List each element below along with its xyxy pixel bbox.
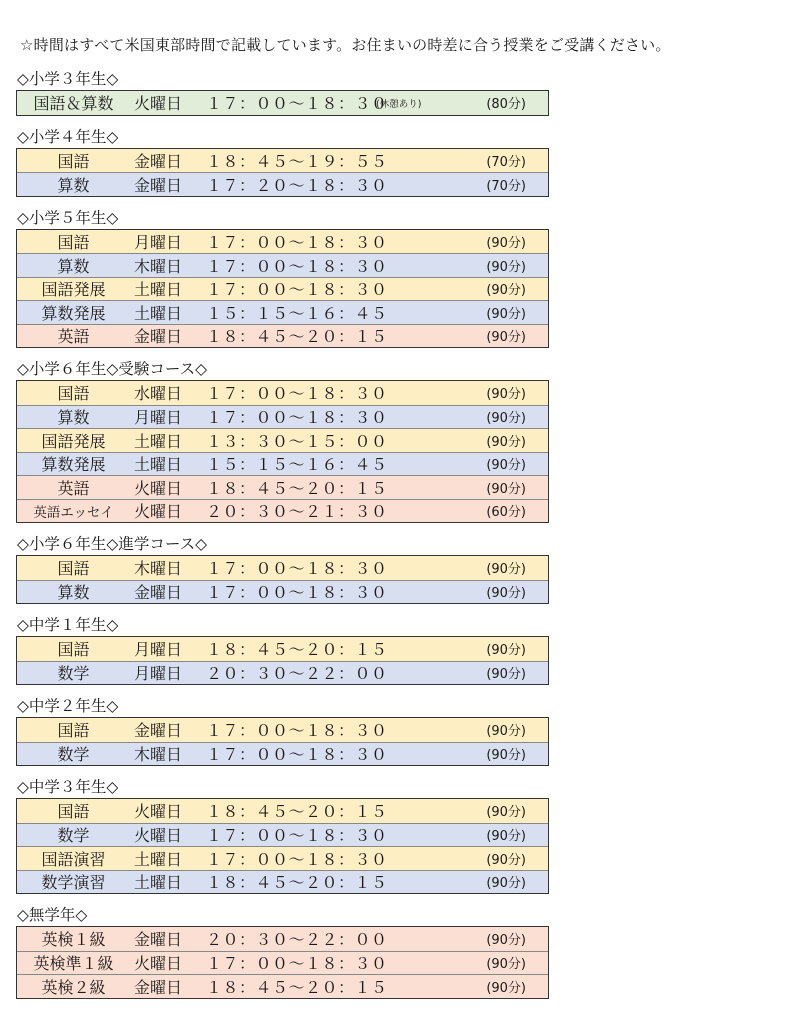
subject-cell: 国語 — [57, 232, 90, 252]
schedule-row — [17, 253, 548, 277]
schedule-row — [17, 799, 548, 823]
schedule-row — [17, 499, 548, 523]
time-cell: １７：００〜１８：３０ — [206, 256, 388, 276]
duration-cell: (90分) — [486, 259, 526, 275]
schedule-row — [17, 870, 548, 894]
time-cell: １８：４５〜２０：１５ — [206, 478, 388, 498]
section-title: ◇小学６年生◇進学コース◇ — [17, 535, 207, 553]
time-cell: １７：００〜１８：３０ — [206, 280, 388, 300]
time-cell: １８：４５〜２０：１５ — [206, 802, 388, 822]
schedule-row — [17, 951, 548, 975]
time-cell: １７：００〜１８：３０ — [206, 559, 388, 579]
day-cell: 土曜日 — [134, 849, 183, 869]
schedule-table — [16, 798, 549, 894]
day-cell: 土曜日 — [134, 280, 183, 300]
duration-cell: (90分) — [486, 852, 526, 868]
subject-cell: 国語 — [57, 640, 90, 660]
day-cell: 土曜日 — [134, 303, 183, 323]
schedule-section — [16, 68, 556, 116]
subject-cell: 算数 — [57, 256, 90, 276]
time-cell: １８：４５〜２０：１５ — [206, 640, 388, 660]
day-cell: 金曜日 — [134, 721, 183, 741]
duration-cell: (70分) — [486, 154, 526, 170]
time-cell: １５：１５〜１６：４５ — [206, 303, 388, 323]
schedule-section — [16, 207, 556, 349]
time-cell: １７：００〜１８：３０ — [206, 849, 388, 869]
duration-cell: (90分) — [486, 458, 526, 474]
schedule-section — [16, 533, 556, 604]
subject-cell: 国語 — [57, 151, 90, 171]
schedule-row — [17, 428, 548, 452]
day-cell: 木曜日 — [134, 745, 183, 765]
schedule-table — [16, 229, 549, 349]
section-title: ◇小学４年生◇ — [17, 127, 119, 146]
time-cell: １７：００〜１８：３０ — [206, 721, 388, 741]
schedule-row — [17, 556, 548, 580]
schedule-row — [17, 277, 548, 301]
schedule-row — [17, 172, 548, 196]
duration-cell: (90分) — [486, 876, 526, 892]
time-cell: １７：００〜１８：３０ — [206, 583, 388, 603]
section-title: ◇中学２年生◇ — [17, 697, 119, 715]
duration-cell: (90分) — [486, 805, 526, 821]
schedule-row — [17, 475, 548, 499]
time-cell: １７：００〜１８：３０ — [206, 384, 388, 404]
schedule-row — [17, 580, 548, 604]
day-cell: 金曜日 — [134, 583, 183, 603]
schedule-section — [16, 695, 556, 766]
time-cell: １７：００〜１８：３０ — [206, 232, 388, 252]
duration-cell: (90分) — [486, 957, 526, 973]
duration-cell: (90分) — [486, 980, 526, 996]
subject-cell: 国語 — [57, 802, 90, 822]
duration-cell: (90分) — [486, 933, 526, 949]
subject-cell: 数学 — [57, 664, 90, 684]
time-cell: １７：００〜１８：３０ — [206, 745, 388, 765]
duration-cell: (90分) — [486, 667, 526, 683]
day-cell: 木曜日 — [134, 559, 183, 579]
schedule-row — [17, 300, 548, 324]
subject-cell: 国語 — [57, 721, 90, 741]
time-cell: １７：００〜１８：３０ — [206, 954, 388, 974]
schedule-table — [16, 555, 549, 604]
subject-cell: 英語 — [57, 327, 90, 347]
day-cell: 月曜日 — [134, 664, 183, 684]
schedule-row — [17, 742, 548, 766]
time-cell: ２０：３０〜２２：００ — [206, 664, 388, 684]
schedule-table — [16, 636, 549, 685]
subject-cell: 国語 — [57, 559, 90, 579]
duration-cell: (90分) — [486, 724, 526, 740]
duration-cell: (90分) — [486, 235, 526, 251]
day-cell: 金曜日 — [134, 327, 183, 347]
duration-cell: (60分) — [486, 505, 526, 521]
day-cell: 金曜日 — [134, 930, 183, 950]
subject-cell: 英語 — [57, 478, 90, 498]
note-cell: (休憩あり) — [376, 98, 422, 110]
schedule-row — [17, 381, 548, 405]
schedule-row — [17, 324, 548, 348]
day-cell: 火曜日 — [134, 94, 183, 114]
schedule-row — [17, 637, 548, 661]
subject-cell: 国語＆算数 — [33, 94, 114, 114]
subject-cell: 国語発展 — [41, 280, 106, 300]
subject-cell: 数学 — [57, 745, 90, 765]
day-cell: 金曜日 — [134, 175, 183, 195]
duration-cell: (90分) — [486, 434, 526, 450]
schedule-row — [17, 718, 548, 742]
time-cell: １７：２０〜１８：３０ — [206, 175, 388, 195]
schedule-row — [17, 846, 548, 870]
subject-cell: 数学 — [57, 826, 90, 846]
time-cell: １８：４５〜２０：１５ — [206, 873, 388, 893]
schedule-sections — [16, 68, 556, 1009]
section-title: ◇小学６年生◇受験コース◇ — [17, 360, 207, 378]
timezone-notice: ☆時間はすべて米国東部時間で記載しています。お住まいの時差に合う授業をご受講ください。 — [20, 36, 671, 54]
subject-cell: 算数 — [57, 175, 90, 195]
day-cell: 月曜日 — [134, 408, 183, 428]
subject-cell: 国語発展 — [41, 431, 106, 451]
subject-cell: 国語 — [57, 384, 90, 404]
day-cell: 水曜日 — [134, 384, 183, 404]
time-cell: １３：３０〜１５：００ — [206, 431, 388, 451]
duration-cell: (90分) — [486, 748, 526, 764]
schedule-row — [17, 405, 548, 429]
time-cell: １８：４５〜２０：１５ — [206, 327, 388, 347]
duration-cell: (90分) — [486, 643, 526, 659]
time-cell: １８：４５〜２０：１５ — [206, 977, 388, 997]
schedule-row — [17, 452, 548, 476]
duration-cell: (90分) — [486, 306, 526, 322]
day-cell: 木曜日 — [134, 256, 183, 276]
day-cell: 土曜日 — [134, 455, 183, 475]
schedule-row — [17, 974, 548, 998]
schedule-table — [16, 90, 549, 116]
subject-cell: 算数 — [57, 583, 90, 603]
day-cell: 土曜日 — [134, 873, 183, 893]
schedule-row — [17, 927, 548, 951]
schedule-section — [16, 614, 556, 685]
duration-cell: (70分) — [486, 178, 526, 194]
duration-cell: (90分) — [486, 562, 526, 578]
day-cell: 火曜日 — [134, 502, 183, 522]
duration-cell: (90分) — [486, 283, 526, 299]
duration-cell: (90分) — [486, 330, 526, 346]
day-cell: 月曜日 — [134, 640, 183, 660]
duration-cell: (90分) — [486, 411, 526, 427]
schedule-row — [17, 661, 548, 685]
duration-cell: (90分) — [486, 387, 526, 403]
section-title: ◇無学年◇ — [17, 906, 88, 924]
schedule-table — [16, 717, 549, 766]
subject-cell: 英検２級 — [41, 977, 106, 997]
day-cell: 金曜日 — [134, 977, 183, 997]
day-cell: 火曜日 — [134, 802, 183, 822]
schedule-row — [17, 149, 548, 173]
section-title: ◇中学１年生◇ — [17, 616, 119, 634]
subject-cell: 数学演習 — [41, 873, 106, 893]
schedule-table — [16, 926, 549, 999]
day-cell: 月曜日 — [134, 232, 183, 252]
subject-cell: 英検１級 — [41, 930, 106, 950]
section-title: ◇中学３年生◇ — [17, 778, 119, 796]
day-cell: 土曜日 — [134, 431, 183, 451]
time-cell: １７：００〜１８：３０ — [206, 826, 388, 846]
time-cell: １８：４５〜１９：５５ — [206, 151, 388, 171]
schedule-row — [17, 823, 548, 847]
subject-cell: 国語演習 — [41, 849, 106, 869]
duration-cell: (90分) — [486, 481, 526, 497]
duration-cell: (80分) — [486, 97, 526, 113]
subject-cell: 算数発展 — [41, 455, 106, 475]
schedule-row — [17, 91, 548, 115]
schedule-section — [16, 904, 556, 999]
section-title: ◇小学５年生◇ — [17, 208, 119, 227]
schedule-row — [17, 230, 548, 254]
schedule-table — [16, 148, 549, 197]
duration-cell: (90分) — [486, 586, 526, 602]
subject-cell: 算数発展 — [41, 303, 106, 323]
time-cell: １７：００〜１８：３０ — [206, 94, 388, 114]
schedule-section — [16, 126, 556, 197]
schedule-table — [16, 380, 549, 523]
duration-cell: (90分) — [486, 829, 526, 845]
subject-cell: 英語エッセイ — [33, 504, 114, 521]
day-cell: 金曜日 — [134, 151, 183, 171]
schedule-section — [16, 358, 556, 523]
subject-cell: 英検準１級 — [33, 954, 114, 974]
day-cell: 火曜日 — [134, 478, 183, 498]
time-cell: １５：１５〜１６：４５ — [206, 455, 388, 475]
day-cell: 火曜日 — [134, 954, 183, 974]
time-cell: １７：００〜１８：３０ — [206, 408, 388, 428]
day-cell: 火曜日 — [134, 826, 183, 846]
time-cell: ２０：３０〜２２：００ — [206, 930, 388, 950]
subject-cell: 算数 — [57, 408, 90, 428]
schedule-section — [16, 776, 556, 894]
section-title: ◇小学３年生◇ — [17, 70, 119, 88]
time-cell: ２０：３０〜２１：３０ — [206, 502, 388, 522]
